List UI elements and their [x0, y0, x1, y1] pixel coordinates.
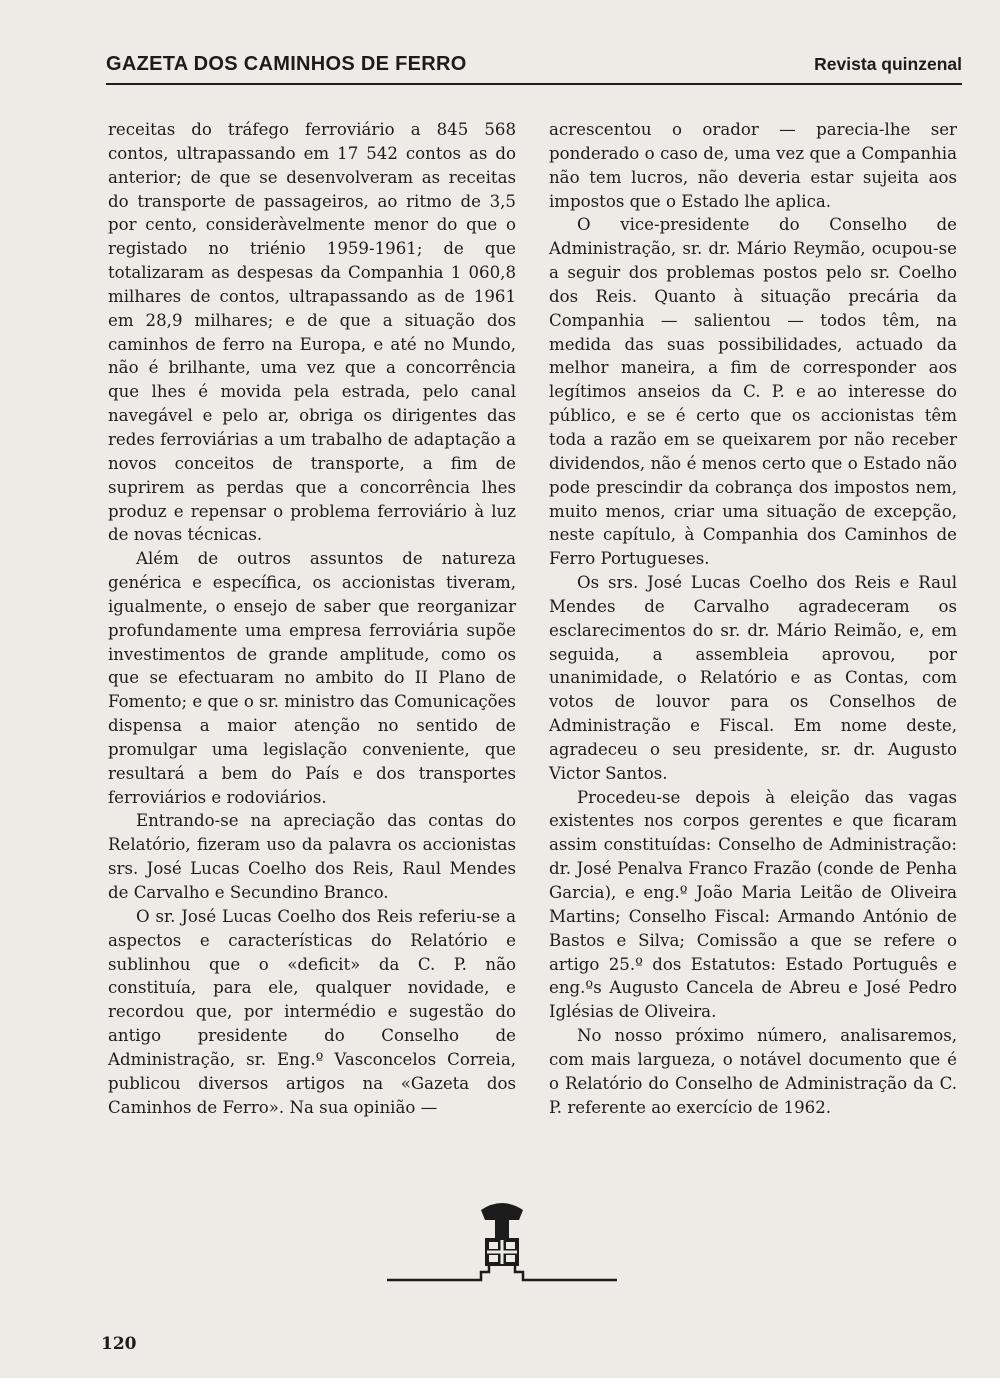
paragraph: Entrando-se na apreciação das contas do Relatório, fizeram uso da palavra os accionistas srs. José Lucas Coelho dos Reis, Raul Mendes de Carvalho e Secundino Branco. [108, 811, 516, 902]
page-number: 120 [101, 1334, 137, 1354]
paragraph: No nosso próximo número, analisaremos, com mais largueza, o notável documento que é o Relatório do Conselho de Administração da C. P. referente ao exercício de 1962. [549, 1026, 957, 1117]
running-header [106, 49, 962, 85]
paragraph: Procedeu-se depois à eleição das vagas existentes nos corpos gerentes e que ficaram assim constituídas: Conselho de Administração: dr. José Penalva Franco Frazão (conde de Penha Garcia), e eng.º João Maria Leitão de Oliveira Martins; Conselho Fiscal: Armando António de Bastos e Silva; Comissão a que se refere o artigo 25.º dos Estatutos: Estado Português e eng.ºs Augusto Cancela de Abreu e José Pedro Iglésias de Oliveira. [549, 787, 957, 1022]
publication-title: GAZETA DOS CAMINHOS DE FERRO [106, 53, 467, 75]
right-column [549, 118, 957, 1119]
paragraph: Além de outros assuntos de natureza genérica e específica, os accionistas tiveram, igualmente, o ensejo de saber que reorganizar profundamente uma empresa ferroviária supõe investimentos de grande amplitude, como os que se efectuaram no ambito do II Plano de Fomento; e que o sr. ministro das Comunicações dispensa a maior atenção no sentido de promulgar uma legislação conveniente, que resultará a bem do País e dos transportes ferroviários e rodoviários. [108, 549, 516, 807]
paragraph: receitas do tráfego ferroviário a 845 568 contos, ultrapassando em 17 542 contos as do anterior; de que se desenvolveram as receitas do transporte de passageiros, ao ritmo de 3,5 por cento, consideràvelmente menor do que o registado no triénio 1959-1961; de que totalizaram as despesas da Companhia 1 060,8 milhares de contos, ultrapassando as de 1961 em 28,9 milhares; e de que a situação dos caminhos de ferro na Europa, e até no Mundo, não é brilhante, uma vez que a concorrência que lhes é movida pela estrada, pelo canal navegável e pelo ar, obriga os dirigentes das redes ferroviárias a um trabalho de adaptação a novos conceitos de transporte, a fim de suprirem as perdas que a concorrência lhes produz e repensar o problema ferroviário à luz de novas técnicas. [108, 120, 516, 545]
paragraph: Os srs. José Lucas Coelho dos Reis e Raul Mendes de Carvalho agradeceram os esclarecimentos do sr. dr. Mário Reimão, e, em seguida, a assembleia aprovou, por unanimidade, o Relatório e as Contas, com votos de louvor para os Conselhos de Administração e Fiscal. Em nome deste, agradeceu o seu presidente, sr. dr. Augusto Victor Santos. [549, 573, 957, 783]
paragraph: O sr. José Lucas Coelho dos Reis referiu-se a aspectos e características do Relatório e sublinhou que o «deficit» da C. P. não constituía, para ele, qualquer novidade, e recordou que, por intermédio e sugestão do antigo presidente do Conselho de Administração, sr. Eng.º Vasconcelos Correia, publicou diversos artigos na «Gazeta dos Caminhos de Ferro». Na sua opinião — [108, 906, 516, 1117]
ornament-icon [385, 1188, 619, 1294]
publication-subtitle: Revista quinzenal [814, 54, 962, 74]
left-column [108, 118, 516, 1119]
paragraph: acrescentou o orador — parecia-lhe ser ponderado o caso de, uma vez que a Companhia não tem lucros, não deveria estar sujeita aos impostos que o Estado lhe aplica. [549, 120, 957, 211]
paragraph: O vice-presidente do Conselho de Administração, sr. dr. Mário Reymão, ocupou-se a seguir dos problemas postos pelo sr. Coelho dos Reis. Quanto à situação precária da Companhia — salientou — todos têm, na medida das suas possibilidades, actuado da melhor maneira, a fim de corresponder aos legítimos anseios da C. P. e ao interesse do público, e se é certo que os accionistas têm toda a razão em se queixarem por não receber dividendos, não é menos certo que o Estado não pode prescindir da cobrança dos impostos nem, muito menos, criar uma situação de excepção, neste capítulo, à Companhia dos Caminhos de Ferro Portugueses. [549, 215, 957, 569]
